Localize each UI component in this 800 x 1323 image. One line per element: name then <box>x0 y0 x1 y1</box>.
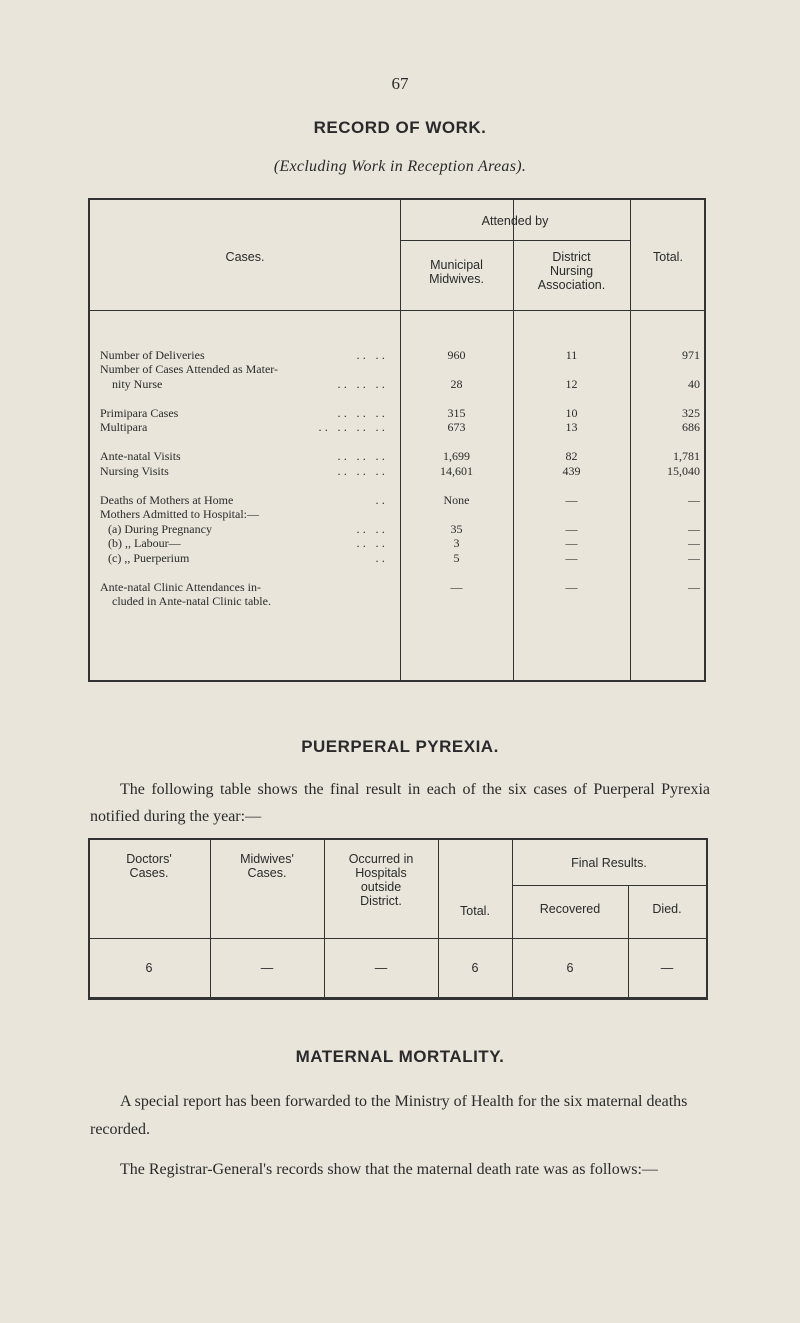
record-of-work-table <box>88 198 706 682</box>
cell-municipal: — <box>450 580 463 594</box>
cell-municipal: 315 <box>447 406 466 420</box>
cell-district: 10 <box>565 406 578 420</box>
cell-municipal: 14,601 <box>440 464 473 478</box>
header-district-nursing: District Nursing Association. <box>537 250 606 292</box>
row-leader-dots: .. .. <box>356 522 388 536</box>
cell-total: 971 <box>682 348 700 362</box>
table-top-line <box>88 838 708 840</box>
row-label: (a) During Pregnancy <box>108 522 212 536</box>
puerperal-pyrexia-table <box>88 838 708 1000</box>
header-total: Total. <box>653 250 683 264</box>
row-leader-dots: .. .. .. <box>337 377 388 391</box>
cell-doctors: 6 <box>145 961 153 975</box>
header-died: Died. <box>652 902 682 916</box>
row-leader-dots: .. .. <box>356 348 388 362</box>
row-leader-dots: .. .. .. .. <box>318 420 388 434</box>
cell-total: 40 <box>688 377 700 391</box>
row-label: Mothers Admitted to Hospital:— <box>100 507 259 521</box>
header-doctors-cases: Doctors' Cases. <box>126 852 172 880</box>
row-leader-dots: .. <box>375 493 388 507</box>
cell-district: — <box>565 580 578 594</box>
record-of-work-title: RECORD OF WORK. <box>313 118 487 137</box>
cell-total: — <box>688 536 700 550</box>
puerperal-pyrexia-paragraph: The following table shows the final result in each of the six cases of Puerperal Pyrexia notified during the year:— <box>90 781 710 825</box>
header-total: Total. <box>460 904 490 918</box>
row-label: Number of Deliveries <box>100 348 205 362</box>
cell-total: 6 <box>471 961 479 975</box>
cell-died: — <box>660 961 674 975</box>
row-leader-dots: .. .. <box>356 536 388 550</box>
header-divider <box>512 885 706 886</box>
cell-total: 1,781 <box>673 449 700 463</box>
row-leader-dots: .. .. .. <box>337 406 388 420</box>
header-midwives-cases: Midwives' Cases. <box>240 852 294 880</box>
header-municipal-midwives: Municipal Midwives. <box>429 258 484 286</box>
header-final-results: Final Results. <box>571 856 647 870</box>
row-label: nity Nurse <box>112 377 163 391</box>
maternal-mortality-paragraph-2: The Registrar-General's records show that the maternal death rate was as follows:— <box>120 1161 658 1178</box>
table-bottom-line <box>88 997 708 1000</box>
row-label: Ante-natal Visits <box>100 449 181 463</box>
cell-district: — <box>565 493 578 507</box>
row-label: Primipara Cases <box>100 406 179 420</box>
cell-total: — <box>688 580 700 594</box>
cell-total: 325 <box>682 406 700 420</box>
header-divider <box>400 240 630 241</box>
column-divider <box>706 838 708 1000</box>
cell-district: 439 <box>562 464 581 478</box>
cell-district: 82 <box>565 449 578 463</box>
header-hospitals-outside: Occurred in Hospitals outside District. <box>348 852 414 908</box>
row-label: (b) ,, Labour— <box>108 536 181 550</box>
cell-municipal: 673 <box>447 420 466 434</box>
column-divider <box>630 200 631 680</box>
cell-district: — <box>565 551 578 565</box>
header-cases: Cases. <box>225 250 265 264</box>
row-leader-dots: .. <box>375 551 388 565</box>
row-label: Multipara <box>100 420 148 434</box>
page-number: 67 <box>391 74 409 93</box>
cell-municipal: 960 <box>447 348 466 362</box>
cell-district: 13 <box>565 420 578 434</box>
cell-total: 15,040 <box>667 464 700 478</box>
cell-district: 12 <box>565 377 578 391</box>
row-label: cluded in Ante-natal Clinic table. <box>112 594 271 608</box>
cell-total: — <box>688 522 700 536</box>
row-leader-dots: .. .. .. <box>337 449 388 463</box>
row-label: Deaths of Mothers at Home <box>100 493 234 507</box>
cell-municipal: 1,699 <box>443 449 470 463</box>
cell-district: 11 <box>565 348 578 362</box>
cell-municipal: 5 <box>453 551 460 565</box>
cell-district: — <box>565 522 578 536</box>
cell-municipal: 28 <box>450 377 463 391</box>
puerperal-pyrexia-title: PUERPERAL PYREXIA. <box>301 737 499 756</box>
cell-total: 686 <box>682 420 700 434</box>
cell-total: — <box>688 493 700 507</box>
cell-municipal: None <box>443 493 470 507</box>
row-label: (c) ,, Puerperium <box>108 551 190 565</box>
cell-hospitals: — <box>374 961 388 975</box>
cell-municipal: 35 <box>450 522 463 536</box>
row-label: Number of Cases Attended as Mater- <box>100 362 279 376</box>
header-recovered: Recovered <box>539 902 601 916</box>
cell-district: — <box>565 536 578 550</box>
row-label: Ante-natal Clinic Attendances in- <box>100 580 261 594</box>
maternal-mortality-paragraph-1: A special report has been forwarded to the Ministry of Health for the six maternal deaths recorded. <box>90 1093 688 1138</box>
cell-midwives: — <box>260 961 274 975</box>
cell-recovered: 6 <box>566 961 574 975</box>
cell-municipal: 3 <box>453 536 460 550</box>
header-attended-by: Attended by <box>481 214 549 228</box>
cell-total: — <box>688 551 700 565</box>
row-label: Nursing Visits <box>100 464 169 478</box>
header-bottom-line <box>88 938 706 939</box>
record-of-work-subtitle: (Excluding Work in Reception Areas). <box>273 158 527 175</box>
row-leader-dots: .. .. .. <box>337 464 388 478</box>
header-bottom-line <box>90 310 704 311</box>
maternal-mortality-title: MATERNAL MORTALITY. <box>295 1047 505 1066</box>
